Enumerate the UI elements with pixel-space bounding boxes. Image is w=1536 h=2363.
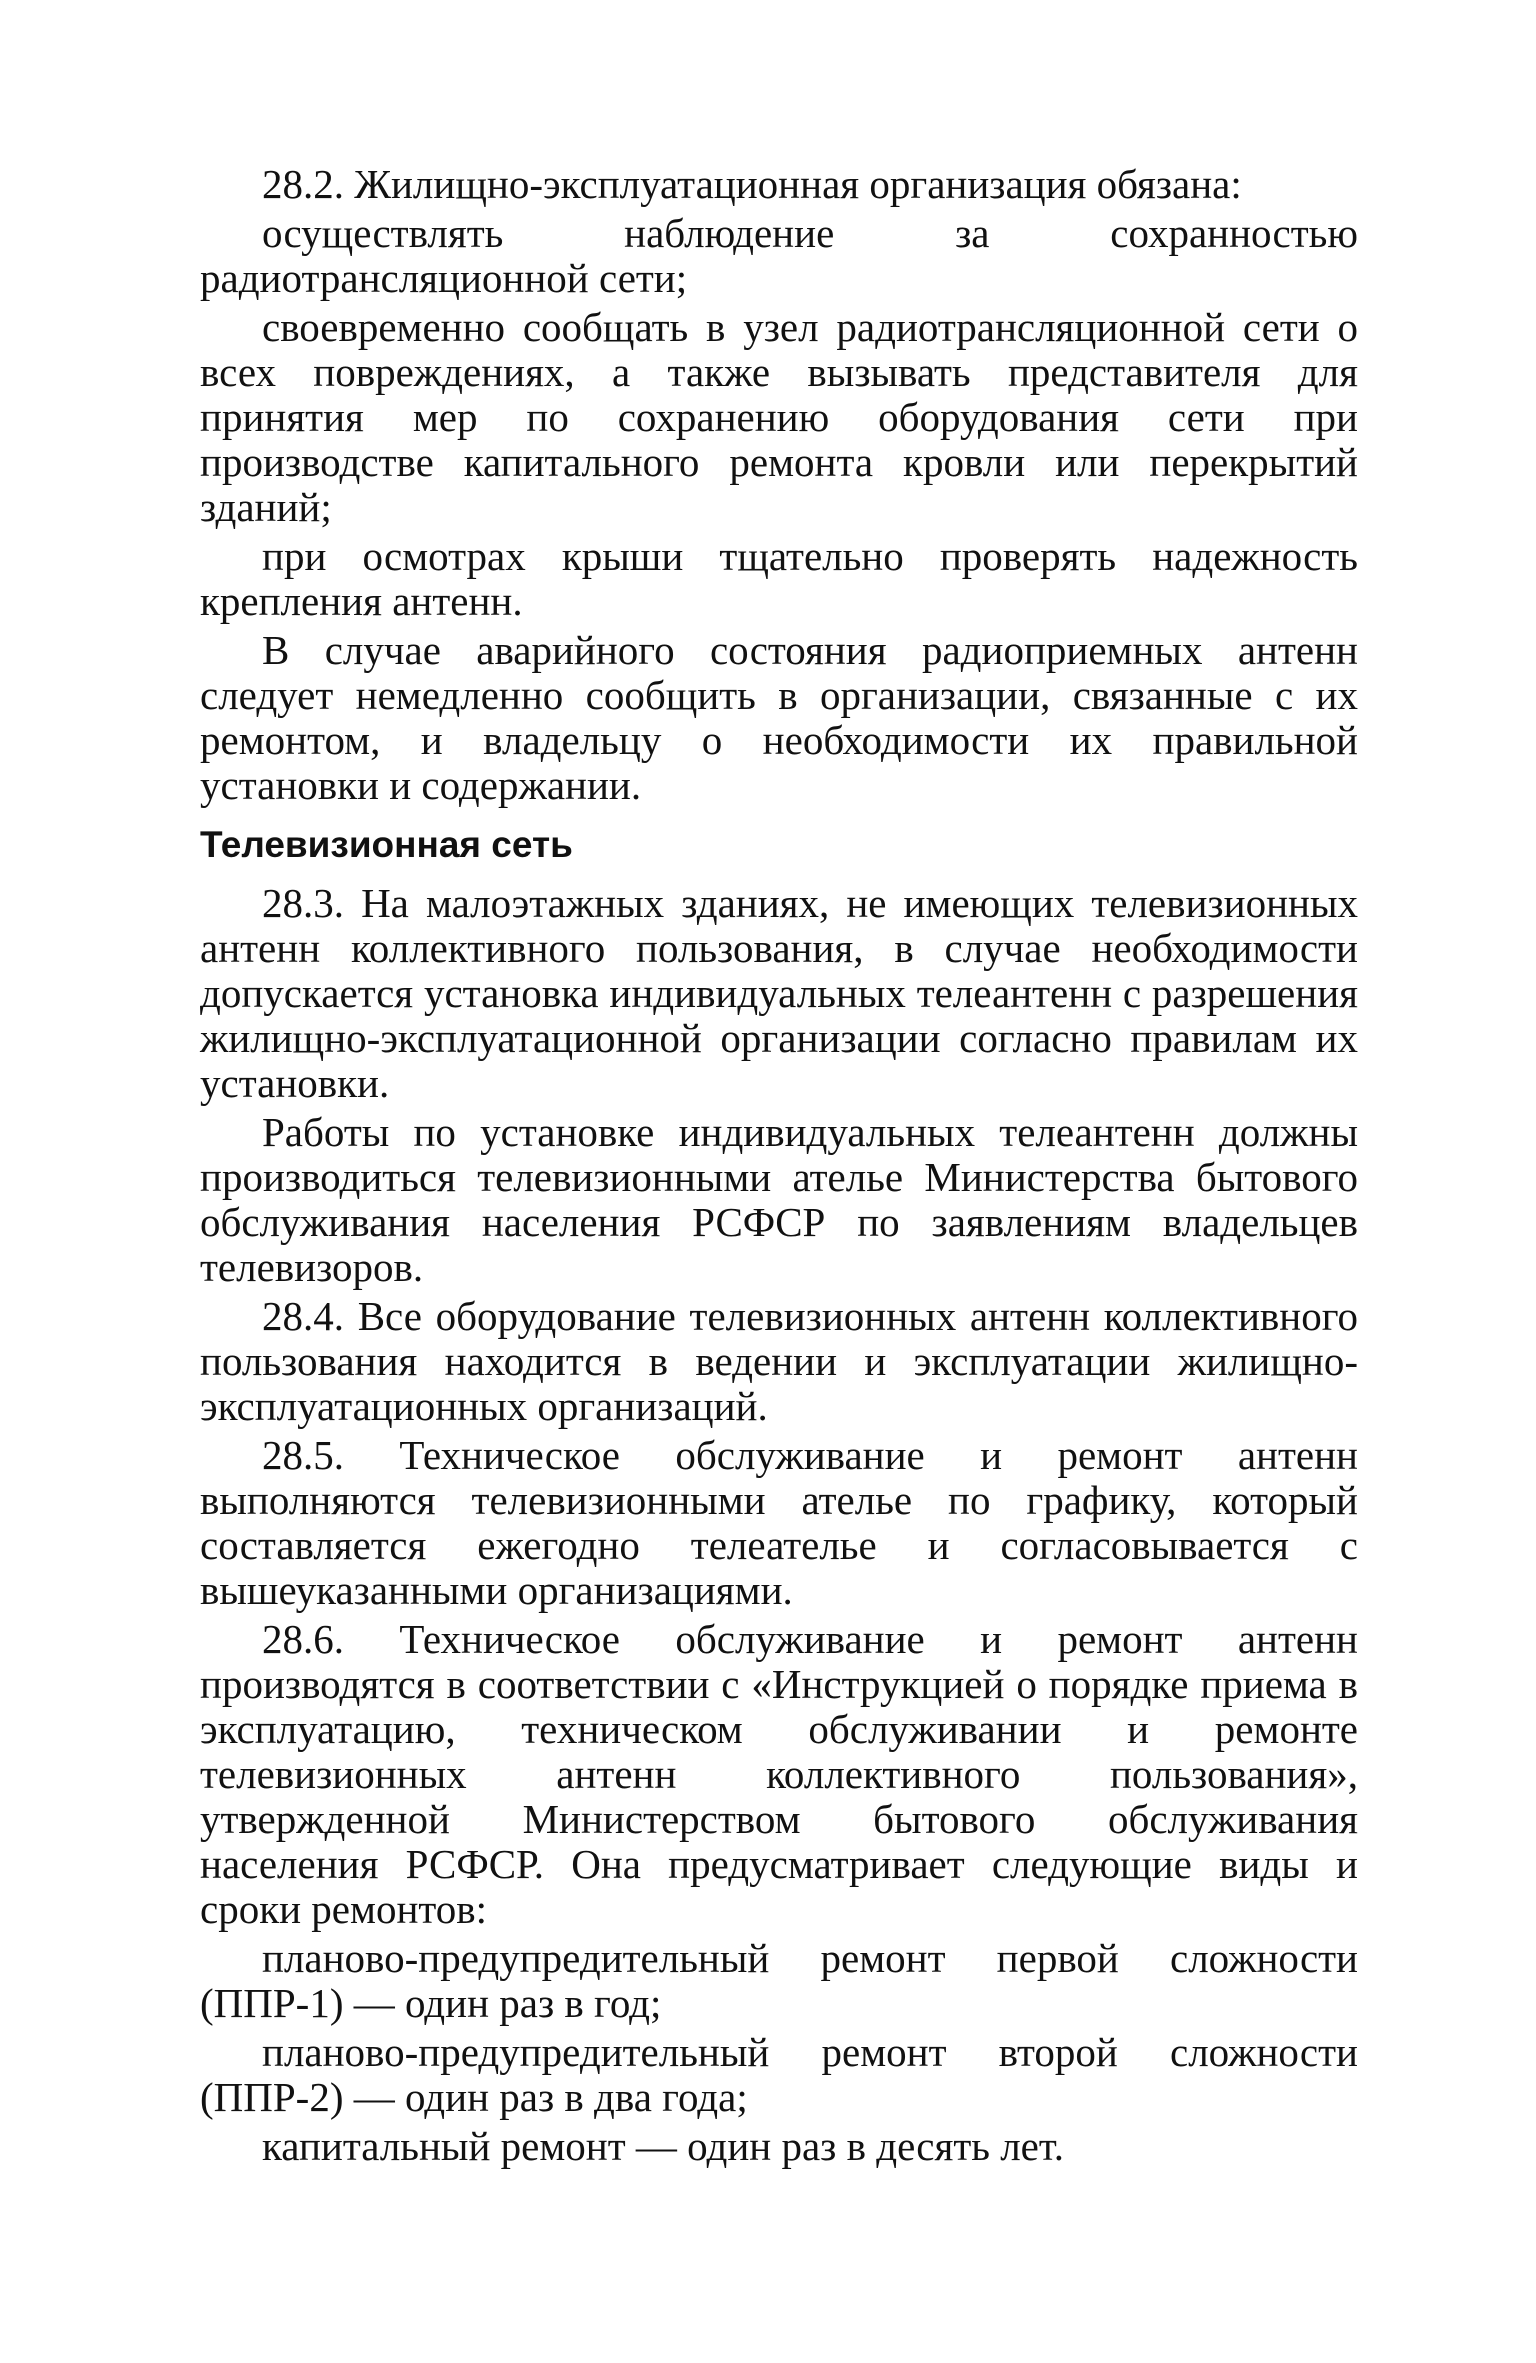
paragraph-installation-works: Работы по установке индивидуальных телеантенн должны производиться телевизионными ателье Министерства бытового обслуживания населения РСФСР по заявлениям владельцев телевизоров. [200, 1109, 1358, 1290]
list-item: осуществлять наблюдение за сохранностью радиотрансляционной сети; [200, 210, 1358, 301]
repair-item: планово-предупредительный ремонт первой сложности (ППР-1) — один раз в год; [200, 1935, 1358, 2026]
paragraph-28-3: 28.3. На малоэтажных зданиях, не имеющих телевизионных антенн коллективного пользования, в случае необходимости допускается установка индивидуальных телеантенн с разрешения жилищно-эксплуатационной организации согласно правилам их установки. [200, 880, 1358, 1106]
paragraph-28-2-intro: 28.2. Жилищно-эксплуатационная организация обязана: [262, 161, 1242, 207]
section-heading: Телевизионная сеть [200, 824, 573, 865]
document-page [200, 162, 1358, 2173]
list-item: своевременно сообщать в узел радиотрансляционной сети о всех повреждениях, а также вызывать представителя для принятия мер по сохранению оборудования сети при производстве капитального ремонта кровли или перекрытий зданий; [200, 304, 1358, 530]
repair-item: капитальный ремонт — один раз в десять лет. [262, 2123, 1064, 2169]
paragraph-28-6: 28.6. Техническое обслуживание и ремонт антенн производятся в соответствии с «Инструкцией о порядке приема в эксплуатацию, техническом обслуживании и ремонте телевизионных антенн коллективного пользования», утвержденной Министерством бытового обслуживания населения РСФСР. Она предусматривает следующие виды и сроки ремонтов: [200, 1616, 1358, 1932]
paragraph-28-5: 28.5. Техническое обслуживание и ремонт антенн выполняются телевизионными ателье по графику, который составляется ежегодно телеателье и согласовывается с вышеуказанными организациями. [200, 1432, 1358, 1613]
list-item: при осмотрах крыши тщательно проверять надежность крепления антенн. [200, 533, 1358, 624]
repair-item: планово-предупредительный ремонт второй сложности (ППР-2) — один раз в два года; [200, 2029, 1358, 2120]
paragraph-28-4: 28.4. Все оборудование телевизионных антенн коллективного пользования находится в ведении и эксплуатации жилищно-эксплуатационных организаций. [200, 1293, 1358, 1429]
paragraph-emergency: В случае аварийного состояния радиоприемных антенн следует немедленно сообщить в организации, связанные с их ремонтом, и владельцу о необходимости их правильной установки и содержании. [200, 627, 1358, 808]
